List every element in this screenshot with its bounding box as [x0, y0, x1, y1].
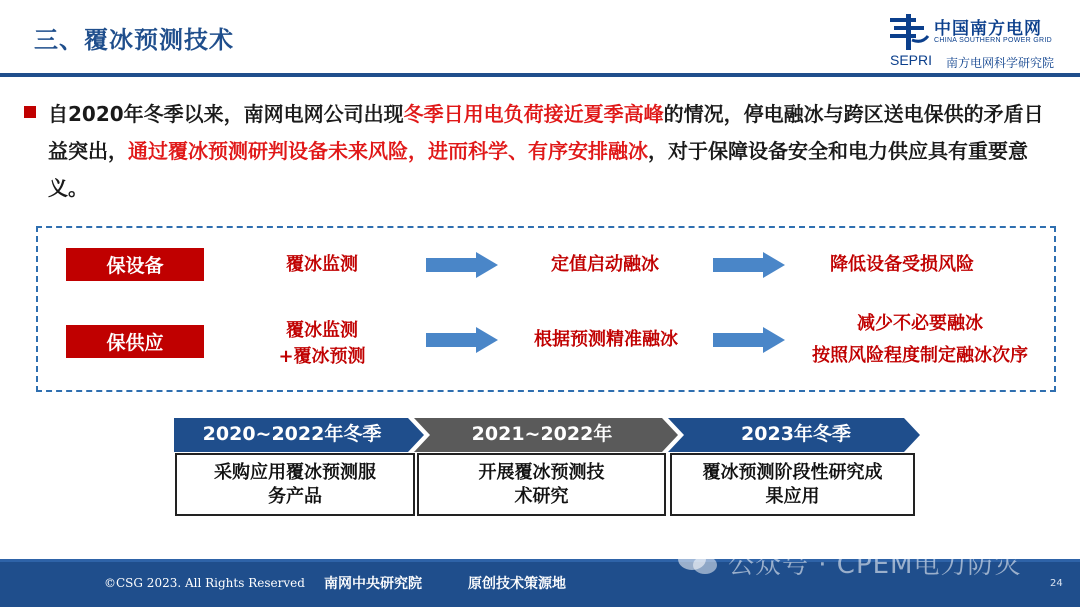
sepri-label: SEPRI: [890, 52, 933, 68]
para-highlight-2: 通过覆冰预测研判设备未来风险，进而科学、有序安排融冰: [128, 139, 648, 163]
tag-protect-supply: 保供应: [66, 325, 204, 358]
timeline-box-2-line1: 开展覆冰预测技: [478, 461, 605, 483]
row2-step1-line1: 覆冰监测: [286, 320, 358, 341]
timeline-box-3-line1: 覆冰预测阶段性研究成: [702, 461, 883, 483]
para-text-2: 的情况，停电融冰与跨区送电保供的矛盾日益突出，: [48, 102, 1044, 163]
bullet-square-icon: [24, 106, 36, 118]
row2-step1: [262, 318, 382, 370]
timeline-period-2: 2021~2022年: [471, 423, 613, 445]
timeline-period-1: 2020~2022年冬季: [202, 423, 382, 445]
row1-step1: 覆冰监测: [286, 254, 358, 275]
arrow-right-icon: [426, 327, 498, 353]
page-number: 24: [1050, 578, 1063, 589]
timeline-box-2-line2: 术研究: [514, 485, 569, 507]
tag-protect-equipment: 保设备: [66, 248, 204, 281]
logo-chinese-name: 中国南方电网: [934, 19, 1042, 39]
csg-logo: [888, 12, 1068, 70]
wechat-icon: [676, 546, 720, 576]
sepri-chinese-name: 南方电网科学研究院: [946, 56, 1055, 70]
row2-step3: [790, 308, 1050, 372]
timeline-box-2: [417, 453, 666, 516]
footer-copyright: ©CSG 2023. All Rights Reserved: [104, 576, 305, 590]
row1-step3: 降低设备受损风险: [830, 254, 974, 275]
watermark-text: 公众号 · CPEM电力防灾: [728, 550, 1022, 580]
logo-english-name: CHINA SOUTHERN POWER GRID: [934, 37, 1052, 44]
footer-slogan-a: 南网中央研究院: [324, 576, 422, 592]
footer-slogan-b: 原创技术策源地: [468, 576, 566, 592]
intro-paragraph: [48, 96, 1058, 207]
para-highlight-1: 冬季日用电负荷接近夏季高峰: [403, 102, 664, 126]
arrow-right-icon: [426, 252, 498, 278]
arrow-right-icon: [713, 327, 785, 353]
row2-step3-line2: 按照风险程度制定融冰次序: [812, 345, 1028, 366]
timeline-box-1-line1: 采购应用覆冰预测服: [214, 461, 376, 483]
row2-step3-line1: 减少不必要融冰: [857, 313, 983, 334]
timeline-period-3: 2023年冬季: [741, 423, 851, 445]
row2-step1-line2: +覆冰预测: [278, 346, 366, 367]
page-title: 三、覆冰预测技术: [34, 26, 234, 54]
timeline-box-1-line2: 务产品: [268, 485, 322, 507]
para-text-1: 自2020年冬季以来，南网电网公司出现: [48, 102, 404, 126]
timeline-box-1: [175, 453, 415, 516]
row1-step2: 定值启动融冰: [551, 254, 659, 275]
timeline-box-3: [670, 453, 915, 516]
para-text-3: ，对于保障设备安全和电力供应具有重要意义。: [48, 139, 1028, 200]
header-divider: [0, 73, 1080, 77]
row2-step2: 根据预测精准融冰: [534, 329, 678, 350]
csg-emblem-icon: [888, 14, 930, 52]
arrow-right-icon: [713, 252, 785, 278]
timeline-box-3-line2: 果应用: [765, 485, 820, 507]
